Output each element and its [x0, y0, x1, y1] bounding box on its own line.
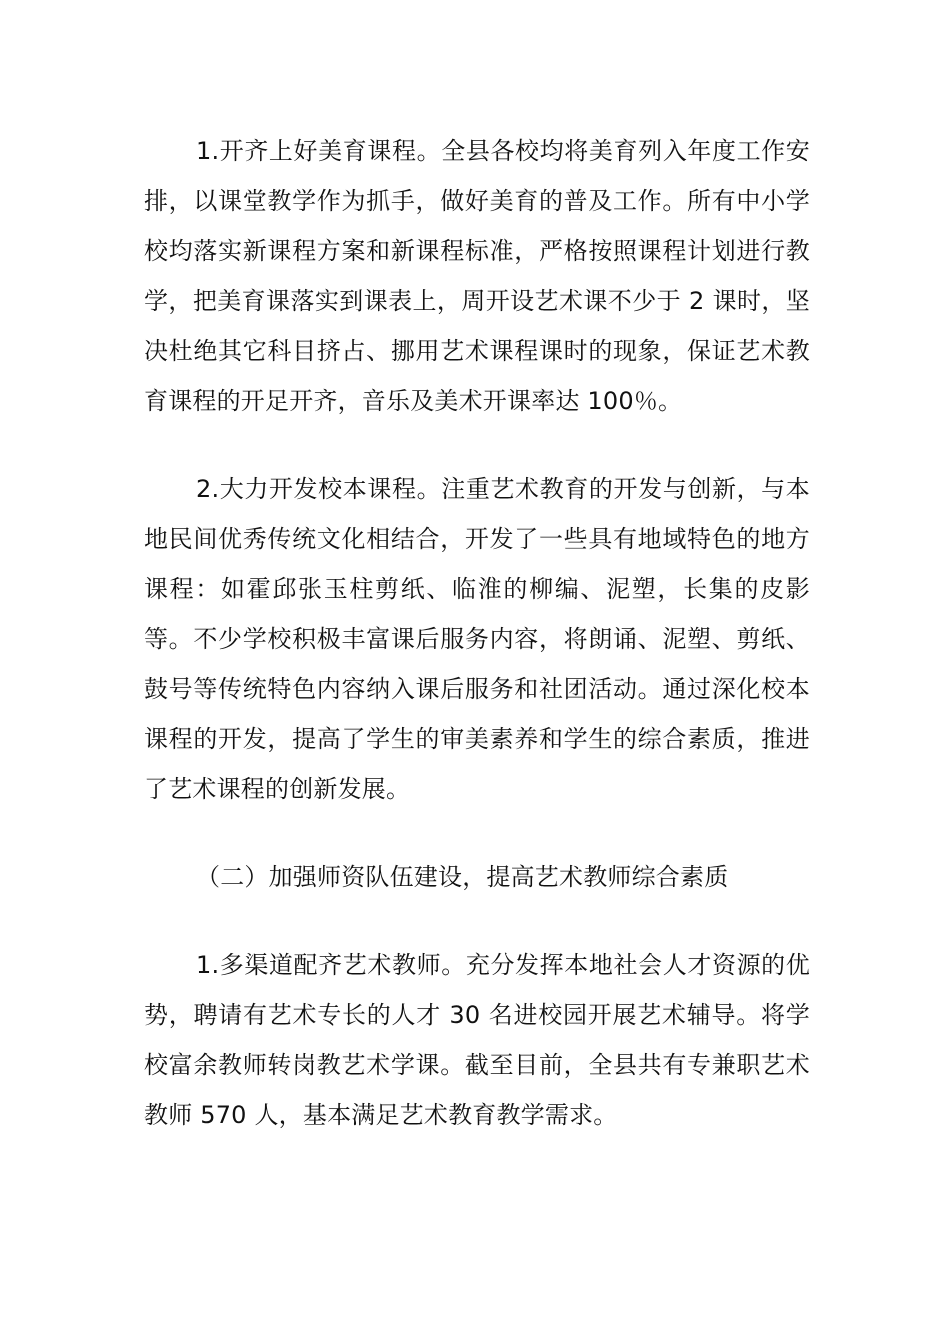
paragraph-art-teachers: 1.多渠道配齐艺术教师。充分发挥本地社会人才资源的优势，聘请有艺术专长的人才 30 名进校园开展艺术辅导。将学校富余教师转岗教艺术学课。截至目前，全县共有专兼职艺术教师 570 人，基本满足艺术教育教学需求。 [144, 951, 810, 1129]
document-body [144, 126, 810, 1140]
paragraph-school-based-curriculum: 2.大力开发校本课程。注重艺术教育的开发与创新，与本地民间优秀传统文化相结合，开发了一些具有地域特色的地方课程：如霍邱张玉柱剪纸、临淮的柳编、泥塑，长集的皮影等。不少学校积极丰富课后服务内容，将朗诵、泥塑、剪纸、鼓号等传统特色内容纳入课后服务和社团活动。通过深化校本课程的开发，提高了学生的审美素养和学生的综合素质，推进了艺术课程的创新发展。 [144, 475, 810, 803]
section-heading-teacher-team: （二）加强师资队伍建设，提高艺术教师综合素质 [196, 863, 729, 891]
paragraph-art-curriculum: 1.开齐上好美育课程。全县各校均将美育列入年度工作安排，以课堂教学作为抓手，做好美育的普及工作。所有中小学校均落实新课程方案和新课程标准，严格按照课程计划进行教学，把美育课落实到课表上，周开设艺术课不少于 2 课时，坚决杜绝其它科目挤占、挪用艺术课程课时的现象，保证艺术教育课程的开足开齐，音乐及美术开课率达 100％。 [144, 137, 810, 415]
